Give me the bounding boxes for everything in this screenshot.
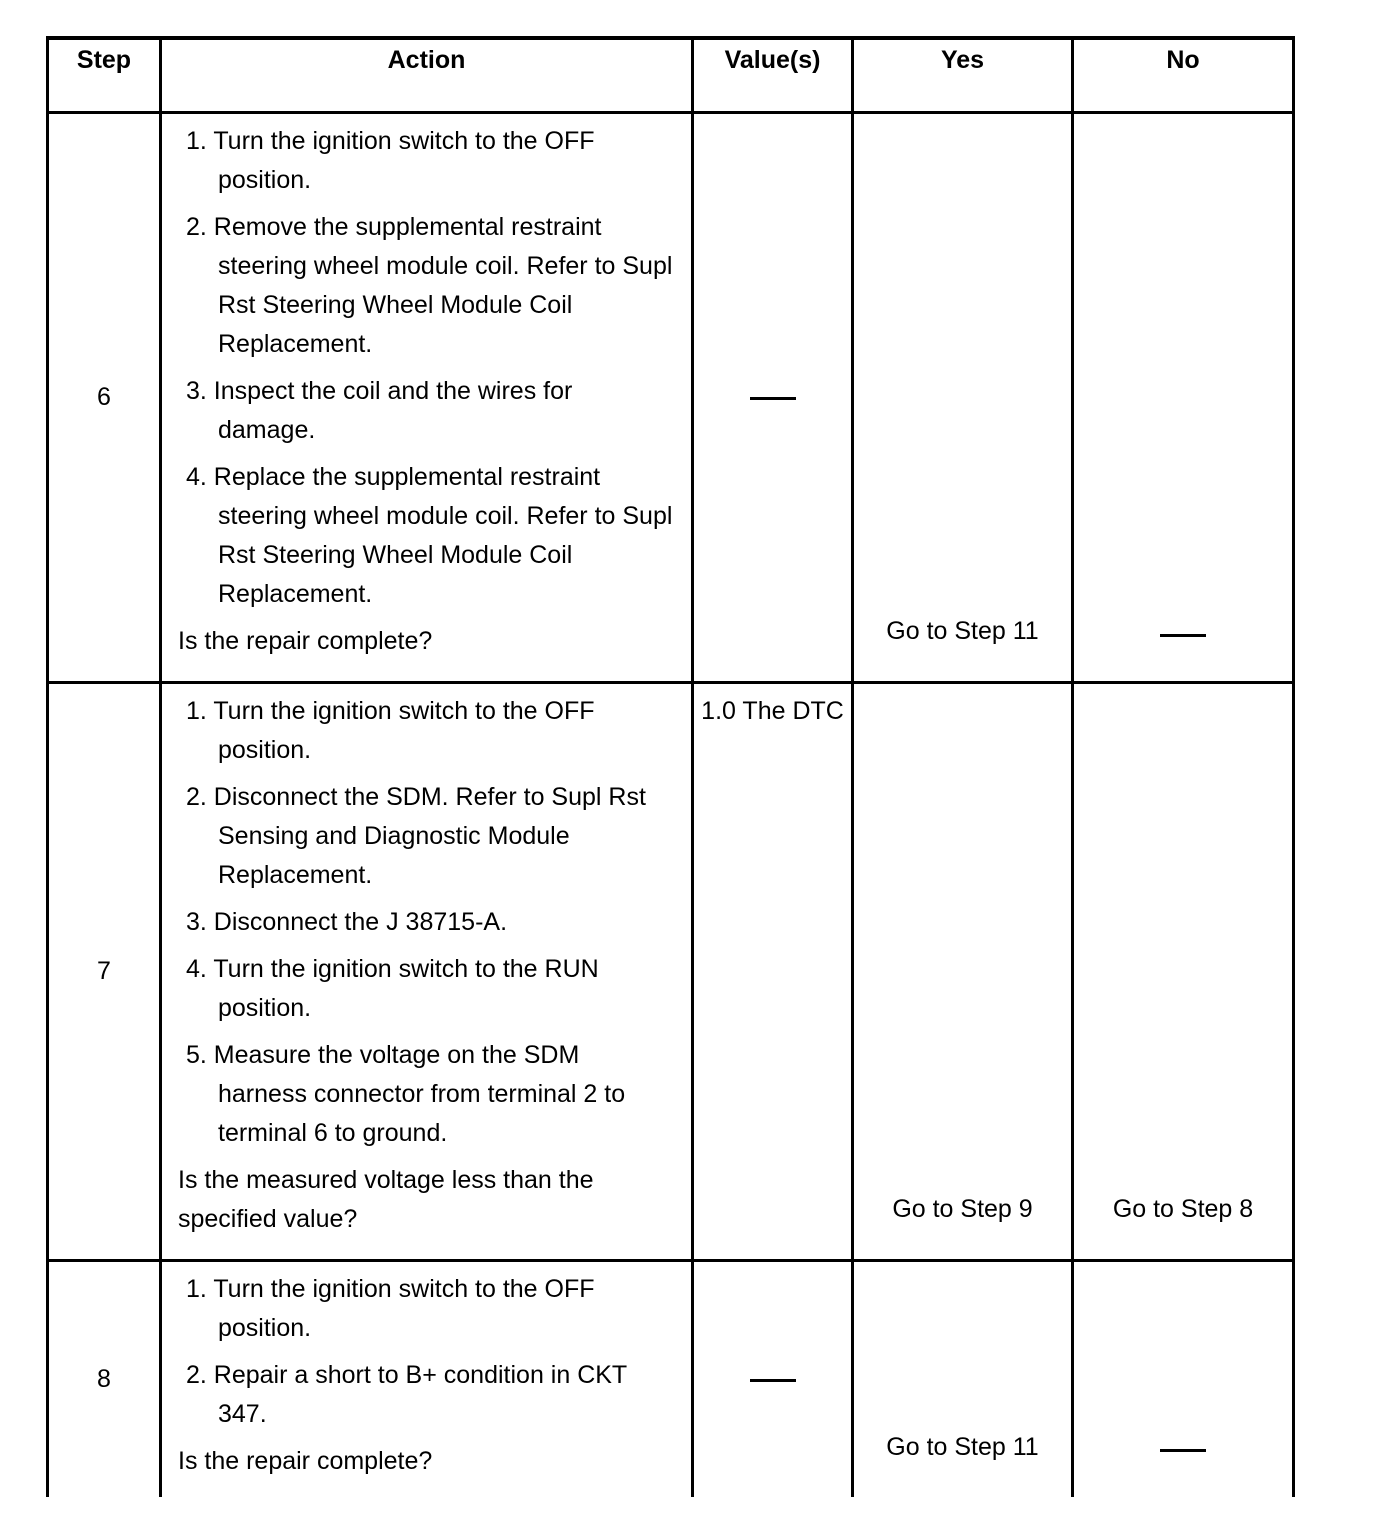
action-item: 3. Disconnect the J 38715-A.: [186, 908, 508, 936]
action-question: Is the measured voltage less than the specified value?: [178, 1166, 594, 1233]
table-row-step-7: [48, 683, 1294, 1261]
action-cell: [161, 683, 693, 1261]
header-row: [48, 38, 1294, 113]
header-no: No: [1073, 38, 1294, 113]
value-cell: [693, 113, 853, 683]
action-item: 1. Turn the ignition switch to the OFF position.: [186, 1275, 595, 1342]
action-item: 5. Measure the voltage on the SDM harness connector from terminal 2 to terminal 6 to ground.: [186, 1041, 626, 1147]
action-item: 2. Repair a short to B+ condition in CKT 347.: [186, 1361, 627, 1428]
table-row-step-8: [48, 1261, 1294, 1497]
action-item: 4. Replace the supplemental restraint steering wheel module coil. Refer to Supl Rst Steering Wheel Module Coil Replacement.: [186, 463, 673, 608]
action-item: 2. Disconnect the SDM. Refer to Supl Rst Sensing and Diagnostic Module Replacement.: [186, 783, 646, 889]
action-list: [178, 122, 675, 614]
step-number: 7: [48, 683, 161, 1261]
yes-cell: Go to Step 11: [853, 1261, 1073, 1497]
value-cell: 1.0 The DTC: [693, 683, 853, 1261]
header-yes: Yes: [853, 38, 1073, 113]
action-question: Is the repair complete?: [178, 1447, 433, 1475]
header-values: Value(s): [693, 38, 853, 113]
action-list: [178, 692, 675, 1153]
action-item: 4. Turn the ignition switch to the RUN position.: [186, 955, 599, 1022]
no-cell: [1073, 113, 1294, 683]
action-item: 2. Remove the supplemental restraint steering wheel module coil. Refer to Supl Rst Steering Wheel Module Coil Replacement.: [186, 213, 673, 358]
diagnostic-table: [46, 36, 1295, 1497]
action-cell: [161, 1261, 693, 1497]
step-number: 6: [48, 113, 161, 683]
table-row-step-6: [48, 113, 1294, 683]
yes-cell: Go to Step 11: [853, 113, 1073, 683]
header-step: Step: [48, 38, 161, 113]
action-item: 1. Turn the ignition switch to the OFF position.: [186, 697, 595, 764]
action-item: 3. Inspect the coil and the wires for damage.: [186, 377, 573, 444]
empty-value-dash: [1160, 634, 1206, 637]
empty-value-dash: [750, 1379, 796, 1382]
action-list: [178, 1270, 675, 1434]
action-question: Is the repair complete?: [178, 627, 433, 655]
action-cell: [161, 113, 693, 683]
yes-cell: Go to Step 9: [853, 683, 1073, 1261]
diagnostic-table-container: [46, 36, 1292, 1497]
no-cell: [1073, 1261, 1294, 1497]
empty-value-dash: [750, 397, 796, 400]
no-cell: Go to Step 8: [1073, 683, 1294, 1261]
step-number: 8: [48, 1261, 161, 1497]
action-item: 1. Turn the ignition switch to the OFF position.: [186, 127, 595, 194]
empty-value-dash: [1160, 1449, 1206, 1452]
header-action: Action: [161, 38, 693, 113]
value-cell: [693, 1261, 853, 1497]
